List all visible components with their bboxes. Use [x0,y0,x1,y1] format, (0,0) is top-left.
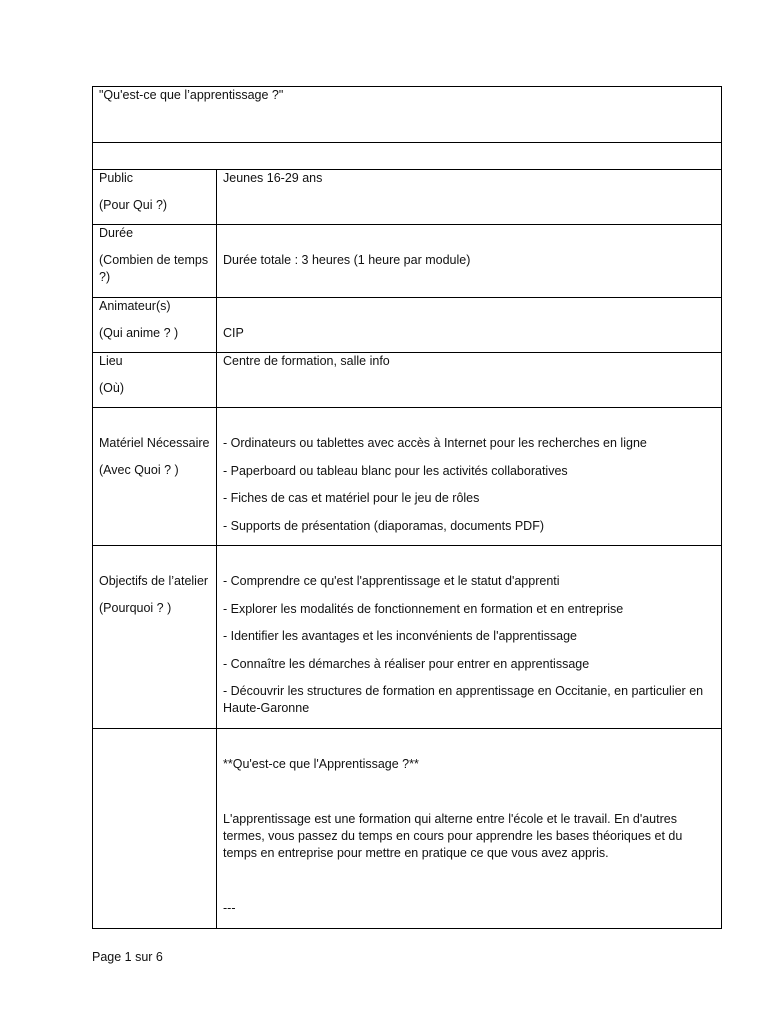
animateur-label-cell [93,298,217,353]
row-lieu [93,353,722,408]
document-title: "Qu'est-ce que l’apprentissage ?" [99,88,284,102]
public-value: Jeunes 16-29 ans [223,171,323,185]
contenu-paragraph: L'apprentissage est une formation qui alterne entre l'école et le travail. En d'autres termes, vous passez du temps en cours pour apprendre les bases théoriques et du temps en entreprise pour mettre en pratique ce que vous avez appris. [223,812,683,860]
animateur-sublabel: (Qui anime ? ) [99,326,179,340]
objectif-item: - Connaître les démarches à réaliser pour entrer en apprentissage [223,656,590,671]
objectifs-sublabel: (Pourquoi ? ) [99,601,172,615]
objectif-item: - Identifier les avantages et les inconvénients de l'apprentissage [223,629,577,643]
row-objectifs [93,546,722,729]
page-number: Page 1 sur 6 [92,950,163,964]
animateur-value-cell [217,298,722,353]
animateur-label: Animateur(s) [99,299,171,313]
title-row [93,87,722,143]
lieu-label-cell [93,353,217,408]
empty-cell [93,143,722,170]
duree-label: Durée [99,226,134,240]
objectifs-label-cell [93,546,217,729]
row-duree [93,225,722,298]
duree-value-cell [217,225,722,298]
lieu-label: Lieu [99,354,123,368]
contenu-empty-cell [93,729,217,929]
public-label-cell [93,170,217,225]
animateur-value: CIP [223,326,244,340]
duree-sublabel: (Combien de temps ?) [99,253,209,284]
materiel-item: - Paperboard ou tableau blanc pour les activités collaboratives [223,463,568,478]
row-public [93,170,722,225]
materiel-list-cell [217,408,722,546]
objectif-item: - Comprendre ce qu'est l'apprentissage et le statut d'apprenti [223,574,560,588]
lieu-sublabel: (Où) [99,381,124,395]
contenu-heading: **Qu'est-ce que l'Apprentissage ?** [223,757,419,771]
materiel-label: Matériel Nécessaire [99,436,210,450]
materiel-item: - Supports de présentation (diaporamas, documents PDF) [223,518,544,533]
public-value-cell [217,170,722,225]
workshop-sheet-table [92,86,722,929]
materiel-label-cell [93,408,217,546]
duree-value: Durée totale : 3 heures (1 heure par module) [223,253,471,267]
row-animateur [93,298,722,353]
objectifs-label: Objectifs de l’atelier [99,574,209,588]
empty-row [93,143,722,170]
row-materiel [93,408,722,546]
objectif-item: - Explorer les modalités de fonctionnement en formation et en entreprise [223,601,624,616]
materiel-item: - Fiches de cas et matériel pour le jeu de rôles [223,491,480,505]
objectifs-list-cell [217,546,722,729]
public-sublabel: (Pour Qui ?) [99,198,168,212]
row-contenu [93,729,722,929]
lieu-value-cell [217,353,722,408]
title-cell [93,87,722,143]
lieu-value: Centre de formation, salle info [223,354,390,368]
objectif-item: - Découvrir les structures de formation en apprentissage en Occitanie, en particulier en Haute-Garonne [223,684,704,715]
public-label: Public [99,171,134,185]
materiel-sublabel: (Avec Quoi ? ) [99,463,179,477]
duree-label-cell [93,225,217,298]
contenu-separator: --- [223,901,236,915]
materiel-item: - Ordinateurs ou tablettes avec accès à Internet pour les recherches en ligne [223,436,647,450]
contenu-cell [217,729,722,929]
